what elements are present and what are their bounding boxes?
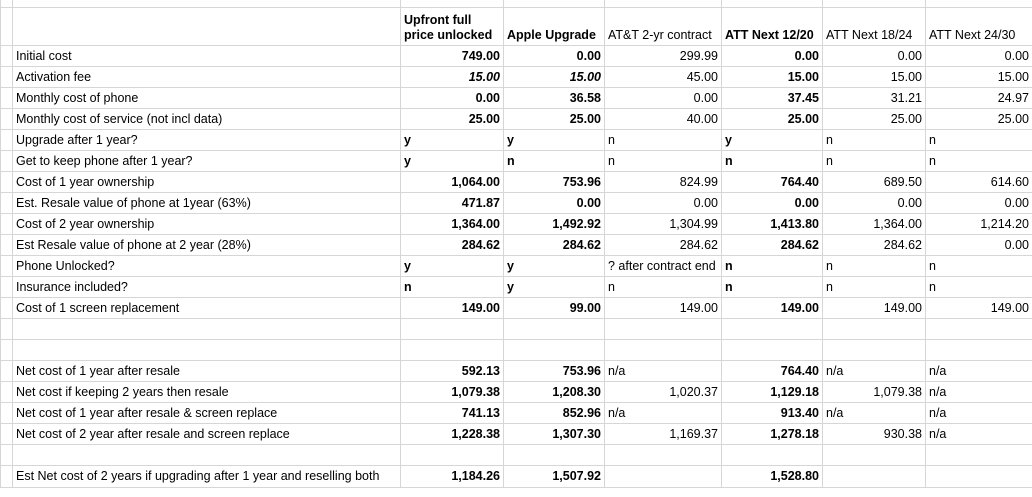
- cell-next-24-30[interactable]: 0.00: [926, 234, 1032, 255]
- cell-next-12-20[interactable]: 149.00: [722, 297, 823, 318]
- row-label[interactable]: Est Net cost of 2 years if upgrading after 1 year and reselling both: [13, 465, 401, 487]
- row-label[interactable]: Initial cost: [13, 45, 401, 66]
- cell-upfront[interactable]: 1,079.38: [401, 381, 504, 402]
- cell-upfront[interactable]: 741.13: [401, 402, 504, 423]
- row-label[interactable]: Net cost of 2 year after resale and screen replace: [13, 423, 401, 444]
- header-att-next-18-24[interactable]: ATT Next 18/24: [823, 7, 926, 45]
- cell-next-24-30[interactable]: n/a: [926, 402, 1032, 423]
- cell-apple[interactable]: 1,208.30: [504, 381, 605, 402]
- cell-apple[interactable]: n: [504, 150, 605, 171]
- cell-apple[interactable]: 753.96: [504, 171, 605, 192]
- cell-att2[interactable]: n: [605, 150, 722, 171]
- cell-att2[interactable]: 284.62: [605, 234, 722, 255]
- cell-next-24-30[interactable]: n/a: [926, 381, 1032, 402]
- table-row: [1, 171, 1032, 192]
- cell-next-24-30[interactable]: 149.00: [926, 297, 1032, 318]
- row-label[interactable]: Insurance included?: [13, 276, 401, 297]
- cell-next-24-30[interactable]: n: [926, 276, 1032, 297]
- row-label[interactable]: Phone Unlocked?: [13, 255, 401, 276]
- row-label[interactable]: Net cost if keeping 2 years then resale: [13, 381, 401, 402]
- cell-next-12-20[interactable]: y: [722, 129, 823, 150]
- row-label[interactable]: Cost of 1 screen replacement: [13, 297, 401, 318]
- cell-upfront[interactable]: y: [401, 150, 504, 171]
- table-row: [1, 66, 1032, 87]
- cell-next-18-24[interactable]: n/a: [823, 402, 926, 423]
- row-label[interactable]: Get to keep phone after 1 year?: [13, 150, 401, 171]
- table-row: [1, 276, 1032, 297]
- table-row-final: [1, 465, 1032, 487]
- cell-next-18-24[interactable]: 930.38: [823, 423, 926, 444]
- cell-upfront[interactable]: 15.00: [401, 66, 504, 87]
- header-apple-upgrade[interactable]: Apple Upgrade: [504, 7, 605, 45]
- cell-next-18-24[interactable]: n: [823, 150, 926, 171]
- cell-att2[interactable]: 0.00: [605, 192, 722, 213]
- cell-att2[interactable]: 45.00: [605, 66, 722, 87]
- header-upfront[interactable]: Upfront full price unlocked: [401, 7, 504, 45]
- row-label[interactable]: Activation fee: [13, 66, 401, 87]
- table-row: [1, 255, 1032, 276]
- cell-upfront[interactable]: 25.00: [401, 108, 504, 129]
- cell-upfront[interactable]: 471.87: [401, 192, 504, 213]
- cell-att2[interactable]: ? after contract end: [605, 255, 722, 276]
- cell-next-12-20[interactable]: 15.00: [722, 66, 823, 87]
- cell-att2[interactable]: 1,169.37: [605, 423, 722, 444]
- cell-upfront[interactable]: 749.00: [401, 45, 504, 66]
- row-label[interactable]: Est. Resale value of phone at 1year (63%): [13, 192, 401, 213]
- table-row: [1, 108, 1032, 129]
- cell-next-12-20[interactable]: 284.62: [722, 234, 823, 255]
- cell-att2[interactable]: n/a: [605, 402, 722, 423]
- cell-upfront[interactable]: 284.62: [401, 234, 504, 255]
- cell-next-12-20[interactable]: 1,528.80: [722, 465, 823, 487]
- cell-next-24-30[interactable]: 0.00: [926, 45, 1032, 66]
- cell-apple[interactable]: 852.96: [504, 402, 605, 423]
- empty-row: [1, 444, 1032, 465]
- cell-next-18-24[interactable]: 15.00: [823, 66, 926, 87]
- row-label[interactable]: Net cost of 1 year after resale & screen replace: [13, 402, 401, 423]
- cell-next-24-30[interactable]: 614.60: [926, 171, 1032, 192]
- cell-next-18-24[interactable]: 284.62: [823, 234, 926, 255]
- cell-next-12-20[interactable]: 764.40: [722, 171, 823, 192]
- empty-row: [1, 318, 1032, 339]
- table-row: [1, 423, 1032, 444]
- cell-apple[interactable]: 1,492.92: [504, 213, 605, 234]
- cell-next-24-30[interactable]: 0.00: [926, 192, 1032, 213]
- cell-upfront[interactable]: 1,184.26: [401, 465, 504, 487]
- table-row: [1, 402, 1032, 423]
- cell-next-18-24[interactable]: 689.50: [823, 171, 926, 192]
- cell-next-18-24[interactable]: n: [823, 129, 926, 150]
- cell-next-18-24[interactable]: 25.00: [823, 108, 926, 129]
- column-header-strip: [1, 0, 1032, 7]
- cell-next-12-20[interactable]: n: [722, 276, 823, 297]
- cell-next-18-24[interactable]: n/a: [823, 360, 926, 381]
- table-row: [1, 192, 1032, 213]
- cell-next-24-30[interactable]: 15.00: [926, 66, 1032, 87]
- cell-next-12-20[interactable]: 0.00: [722, 192, 823, 213]
- cell-apple[interactable]: 0.00: [504, 192, 605, 213]
- cell-att2[interactable]: 149.00: [605, 297, 722, 318]
- cell-next-12-20[interactable]: 1,129.18: [722, 381, 823, 402]
- table-row: [1, 297, 1032, 318]
- cell-next-18-24[interactable]: 1,364.00: [823, 213, 926, 234]
- cell-next-12-20[interactable]: 1,413.80: [722, 213, 823, 234]
- cell-upfront[interactable]: 1,064.00: [401, 171, 504, 192]
- cell-next-18-24[interactable]: 31.21: [823, 87, 926, 108]
- cell-att2[interactable]: [605, 465, 722, 487]
- cell-att2[interactable]: n: [605, 129, 722, 150]
- cell-next-12-20[interactable]: 0.00: [722, 45, 823, 66]
- cell-apple[interactable]: 99.00: [504, 297, 605, 318]
- cell-att2[interactable]: n/a: [605, 360, 722, 381]
- cell-next-12-20[interactable]: 764.40: [722, 360, 823, 381]
- cell-next-12-20[interactable]: 1,278.18: [722, 423, 823, 444]
- cell-next-12-20[interactable]: 25.00: [722, 108, 823, 129]
- header-att-next-24-30[interactable]: ATT Next 24/30: [926, 7, 1032, 45]
- table-row: [1, 129, 1032, 150]
- empty-row: [1, 339, 1032, 360]
- cell-next-24-30[interactable]: n: [926, 255, 1032, 276]
- cell-apple[interactable]: 284.62: [504, 234, 605, 255]
- cell-upfront[interactable]: 1,228.38: [401, 423, 504, 444]
- cell-next-24-30[interactable]: n/a: [926, 423, 1032, 444]
- cell-apple[interactable]: y: [504, 129, 605, 150]
- table-row: [1, 360, 1032, 381]
- cell-next-24-30[interactable]: n/a: [926, 360, 1032, 381]
- cell-next-18-24[interactable]: 0.00: [823, 192, 926, 213]
- cell-upfront[interactable]: 1,364.00: [401, 213, 504, 234]
- cell-next-18-24[interactable]: 0.00: [823, 45, 926, 66]
- cell-upfront[interactable]: n: [401, 276, 504, 297]
- cell-apple[interactable]: 36.58: [504, 87, 605, 108]
- row-label[interactable]: Cost of 2 year ownership: [13, 213, 401, 234]
- row-label[interactable]: Est Resale value of phone at 2 year (28%): [13, 234, 401, 255]
- cell-next-18-24[interactable]: n: [823, 255, 926, 276]
- cell-att2[interactable]: 824.99: [605, 171, 722, 192]
- cell-next-18-24[interactable]: [823, 465, 926, 487]
- cell-apple[interactable]: 1,507.92: [504, 465, 605, 487]
- cell-next-12-20[interactable]: 913.40: [722, 402, 823, 423]
- cell-apple[interactable]: y: [504, 276, 605, 297]
- cell-next-24-30[interactable]: 25.00: [926, 108, 1032, 129]
- row-label[interactable]: Monthly cost of service (not incl data): [13, 108, 401, 129]
- cell-next-12-20[interactable]: n: [722, 255, 823, 276]
- row-label[interactable]: Upgrade after 1 year?: [13, 129, 401, 150]
- header-att-2yr[interactable]: AT&T 2-yr contract: [605, 7, 722, 45]
- cell-next-24-30[interactable]: 1,214.20: [926, 213, 1032, 234]
- cell-apple[interactable]: 15.00: [504, 66, 605, 87]
- cell-att2[interactable]: 299.99: [605, 45, 722, 66]
- cell-next-24-30[interactable]: [926, 465, 1032, 487]
- cell-apple[interactable]: y: [504, 255, 605, 276]
- row-label[interactable]: Cost of 1 year ownership: [13, 171, 401, 192]
- cell-apple[interactable]: 753.96: [504, 360, 605, 381]
- cell-next-24-30[interactable]: n: [926, 129, 1032, 150]
- cell-apple[interactable]: 1,307.30: [504, 423, 605, 444]
- table-row: [1, 45, 1032, 66]
- cell-next-24-30[interactable]: n: [926, 150, 1032, 171]
- row-label[interactable]: Net cost of 1 year after resale: [13, 360, 401, 381]
- table-row: [1, 87, 1032, 108]
- cell-apple[interactable]: 0.00: [504, 45, 605, 66]
- cell-upfront[interactable]: y: [401, 129, 504, 150]
- cell-att2[interactable]: 0.00: [605, 87, 722, 108]
- cell-next-18-24[interactable]: 149.00: [823, 297, 926, 318]
- cell-apple[interactable]: 25.00: [504, 108, 605, 129]
- table-row: [1, 381, 1032, 402]
- cell-att2[interactable]: n: [605, 276, 722, 297]
- cell-next-18-24[interactable]: 1,079.38: [823, 381, 926, 402]
- table-row: [1, 150, 1032, 171]
- cell-next-12-20[interactable]: 37.45: [722, 87, 823, 108]
- cell-upfront[interactable]: 592.13: [401, 360, 504, 381]
- cell-next-24-30[interactable]: 24.97: [926, 87, 1032, 108]
- cell-att2[interactable]: 40.00: [605, 108, 722, 129]
- table-row: [1, 213, 1032, 234]
- row-label[interactable]: Monthly cost of phone: [13, 87, 401, 108]
- cell-next-12-20[interactable]: n: [722, 150, 823, 171]
- cell-upfront[interactable]: 149.00: [401, 297, 504, 318]
- cell-att2[interactable]: 1,020.37: [605, 381, 722, 402]
- cell-next-18-24[interactable]: n: [823, 276, 926, 297]
- header-att-next-12-20[interactable]: ATT Next 12/20: [722, 7, 823, 45]
- table-row: [1, 234, 1032, 255]
- cell-att2[interactable]: 1,304.99: [605, 213, 722, 234]
- cell-upfront[interactable]: 0.00: [401, 87, 504, 108]
- cell-upfront[interactable]: y: [401, 255, 504, 276]
- header-row: [1, 7, 1032, 45]
